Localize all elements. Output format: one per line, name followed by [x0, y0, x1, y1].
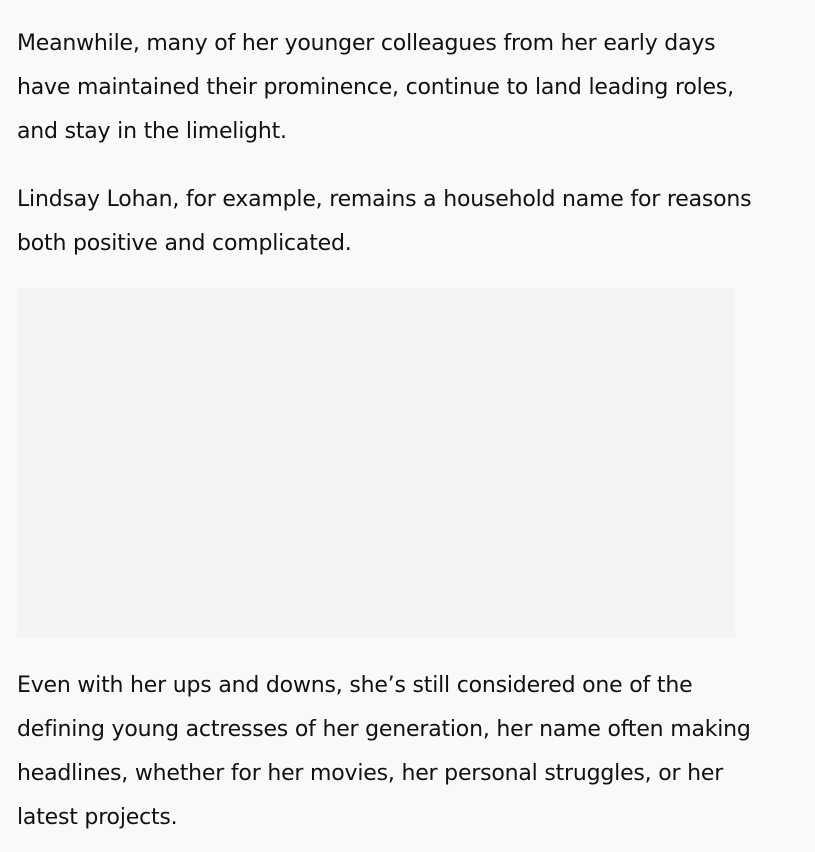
paragraph-line: and stay in the limelight.: [17, 119, 287, 144]
paragraph-line: latest projects.: [17, 805, 178, 830]
paragraph-line: Meanwhile, many of her younger colleagues from her early days: [17, 31, 716, 56]
paragraph-line: Lindsay Lohan, for example, remains a household name for reasons: [17, 187, 752, 212]
paragraph-line: headlines, whether for her movies, her personal struggles, or her: [17, 761, 724, 786]
paragraph-line: defining young actresses of her generation, her name often making: [17, 717, 751, 742]
article-paragraph-3: [17, 664, 751, 840]
paragraph-line: Even with her ups and downs, she’s still considered one of the: [17, 673, 693, 698]
article-image-placeholder: [17, 288, 735, 638]
article-paragraph-2: [17, 178, 752, 266]
paragraph-line: both positive and complicated.: [17, 231, 352, 256]
paragraph-line: have maintained their prominence, continue to land leading roles,: [17, 75, 734, 100]
article-paragraph-1: [17, 22, 747, 154]
